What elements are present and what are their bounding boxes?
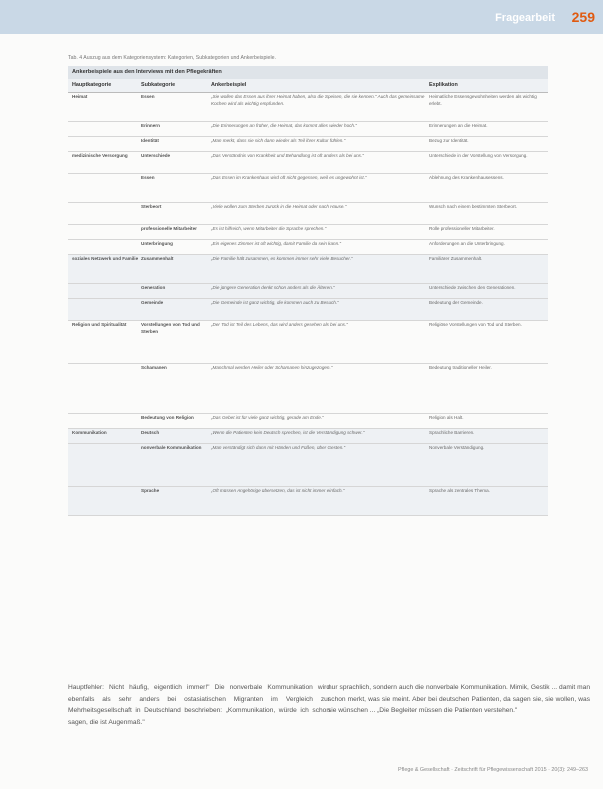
table-row: [68, 364, 548, 414]
explication-cell: Heimatliche Essensgewohnheiten werden als wichtig erlebt.: [429, 94, 537, 106]
subcategory-cell: Unterschiede: [141, 153, 171, 158]
table-row: [68, 321, 548, 364]
table-row: [68, 487, 548, 516]
category-cell: [68, 414, 139, 428]
explication-cell: Unterschiede in der Vorstellung von Versorgung.: [429, 153, 528, 158]
header-cell: Hauptkategorie: [72, 82, 112, 88]
table-row: [68, 122, 548, 137]
example-cell: „Es ist hilfreich, wenn Mitarbeiter die Sprache sprechen.": [211, 226, 327, 231]
page-number: 259: [571, 9, 595, 25]
table-row: [68, 414, 548, 429]
table-body: [68, 93, 548, 516]
subcategory-cell: Zusammenhalt: [141, 256, 174, 261]
category-cell: [68, 203, 139, 224]
category-cell: [68, 122, 139, 136]
example-cell: „Sie wollen das Essen aus ihrer Heimat haben, also die Speisen, die sie kennen." Auch das gemeinsame Kochen wird als wichtig empfunden.: [211, 94, 425, 106]
explication-cell: Wunsch nach einem bestimmten Sterbeort.: [429, 204, 518, 209]
category-cell: Religion und Spiritualität: [72, 322, 127, 327]
category-cell: [68, 299, 139, 320]
subcategory-cell: Schamanen: [141, 365, 167, 370]
example-cell: „Man merkt, dass sie sich dann wieder als Teil ihrer Kultur fühlen.": [211, 138, 346, 143]
explication-cell: Bedeutung der Gemeinde.: [429, 300, 483, 305]
table-row: [68, 284, 548, 299]
header-cell: Subkategorie: [141, 82, 176, 88]
explication-cell: Sprache als zentrales Thema.: [429, 488, 490, 493]
category-cell: [68, 240, 139, 254]
explication-cell: Religiöse Vorstellungen von Tod und Sterben.: [429, 322, 522, 327]
table-row: [68, 225, 548, 240]
table-row: [68, 240, 548, 255]
subcategory-cell: nonverbale Kommunikation: [141, 445, 202, 450]
subcategory-cell: Bedeutung von Religion: [141, 415, 194, 420]
table-title: Ankerbeispiele aus den Interviews mit den Pflegekräften: [68, 66, 548, 79]
subcategory-cell: Unterbringung: [141, 241, 173, 246]
example-cell: „Manchmal werden Heiler oder Schamanen hinzugezogen.": [211, 365, 333, 370]
explication-cell: Bezug zur Identität.: [429, 138, 469, 143]
subcategory-cell: Gemeinde: [141, 300, 164, 305]
subcategory-cell: professionelle Mitarbeiter: [141, 226, 197, 231]
header-cell: Explikation: [429, 82, 458, 88]
table-row: [68, 174, 548, 203]
category-cell: [68, 487, 139, 515]
example-cell: „Die Gemeinde ist ganz wichtig, die kommen auch zu Besuch.": [211, 300, 339, 305]
example-cell: „Das Essen im Krankenhaus wird oft nicht gegessen, weil es ungewohnt ist.": [211, 175, 367, 180]
example-cell: „Die jüngere Generation denkt schon anders als die Älteren.": [211, 285, 335, 290]
header-cell: Ankerbeispiel: [211, 82, 247, 88]
example-cell: „Das Gebet ist für viele ganz wichtig, gerade am Ende.": [211, 415, 324, 420]
explication-cell: Religion als Halt.: [429, 415, 464, 420]
example-cell: „Man verständigt sich dann mit Händen und Füßen, über Gesten.": [211, 445, 346, 450]
example-cell: „Wenn die Patienten kein Deutsch sprechen, ist die Verständigung schwer.": [211, 430, 365, 435]
example-cell: „Der Tod ist Teil des Lebens, das wird anders gesehen als bei uns.": [211, 322, 348, 327]
table-row: [68, 299, 548, 321]
example-cell: „Die Erinnerungen an früher, die Heimat, das kommt alles wieder hoch.": [211, 123, 357, 128]
example-cell: „Das Verständnis von Krankheit und Behandlung ist oft anders als bei uns.": [211, 153, 364, 158]
table-row: [68, 429, 548, 444]
table-row: [68, 203, 548, 225]
table-row: [68, 255, 548, 284]
explication-cell: Sprachliche Barrieren.: [429, 430, 475, 435]
example-cell: „Oft müssen Angehörige übersetzen, das ist nicht immer einfach.": [211, 488, 345, 493]
explication-cell: Nonverbale Verständigung.: [429, 445, 485, 450]
category-cell: Heimat: [72, 94, 88, 99]
data-table: [68, 66, 548, 516]
category-cell: [68, 137, 139, 151]
subcategory-cell: Generation: [141, 285, 166, 290]
example-cell: „Viele wollen zum Sterben zurück in die Heimat oder nach Hause.": [211, 204, 347, 209]
table-row: [68, 137, 548, 152]
table-caption: Tab. 4 Auszug aus dem Kategoriensystem: Kategorien, Subkategorien und Ankerbeispiele.: [68, 55, 276, 61]
category-cell: [68, 444, 139, 486]
table-row: [68, 93, 548, 122]
category-cell: soziales Netzwerk und Familie: [72, 256, 139, 261]
example-cell: „Ein eigenes Zimmer ist oft wichtig, damit Familie da sein kann.": [211, 241, 342, 246]
page-footer: Pflege & Gesellschaft · Zeitschrift für Pflegewissenschaft 2015 · 20(3): 249–263: [398, 767, 588, 773]
body-text-right: nur sprachlich, sondern auch die nonverbale Kommunikation. Mimik, Gestik ... damit man schon merkt, was sie meint. Aber bei deutschen Patienten, da sagen sie, sie wollen, was sie wünschen ... „Die Begleiter müssen die Patienten verstehen.": [328, 684, 590, 715]
subcategory-cell: Essen: [141, 94, 155, 99]
explication-cell: Unterschiede zwischen den Generationen.: [429, 285, 516, 290]
category-cell: Kommunikation: [72, 430, 107, 435]
header-title: Fragearbeit: [495, 12, 555, 24]
body-text-left: Hauptfehler: Nicht häufig, eigentlich immer!" Die nonverbale Kommunikation wird ebenfalls als sehr anders bei ostasiatischen Migranten im Vergleich zur Mehrheitsgesellschaft in Deutschland beschrieben: „Kommunikation, würde ich schon sagen, die ist Augenmaß.": [68, 684, 330, 727]
explication-cell: Erinnerungen an die Heimat.: [429, 123, 488, 128]
subcategory-cell: Deutsch: [141, 430, 160, 435]
example-cell: „Die Familie hält zusammen, es kommen immer sehr viele Besucher.": [211, 256, 353, 261]
category-cell: [68, 225, 139, 239]
explication-cell: Ablehnung des Krankenhausessens.: [429, 175, 504, 180]
category-cell: [68, 364, 139, 413]
table-header: [68, 79, 548, 93]
explication-cell: Familiärer Zusammenhalt.: [429, 256, 483, 261]
subcategory-cell: Identität: [141, 138, 159, 143]
subcategory-cell: Erinnern: [141, 123, 160, 128]
subcategory-cell: Essen: [141, 175, 155, 180]
subcategory-cell: Sterbeort: [141, 204, 162, 209]
category-cell: medizinische Versorgung: [72, 153, 128, 158]
explication-cell: Rolle professioneller Mitarbeiter.: [429, 226, 495, 231]
explication-cell: Bedeutung traditioneller Heiler.: [429, 365, 492, 370]
table-row: [68, 152, 548, 174]
subcategory-cell: Vorstellungen von Tod und Sterben: [141, 322, 200, 334]
explication-cell: Anforderungen an die Unterbringung.: [429, 241, 505, 246]
category-cell: [68, 284, 139, 298]
subcategory-cell: Sprache: [141, 488, 160, 493]
table-row: [68, 444, 548, 487]
category-cell: [68, 174, 139, 202]
